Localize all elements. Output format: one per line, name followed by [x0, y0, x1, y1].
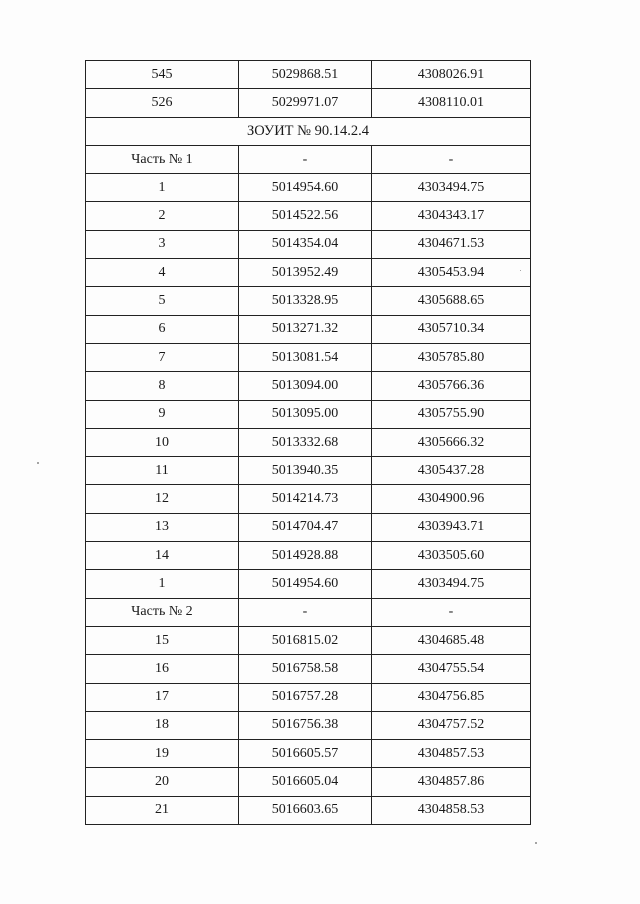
x-coordinate-cell: 5013094.00 [239, 372, 372, 400]
point-number-cell: 3 [86, 230, 239, 258]
y-coordinate-cell: 4304685.48 [372, 626, 531, 654]
y-coordinate-cell: 4305785.80 [372, 343, 531, 371]
x-coordinate-cell: 5029868.51 [239, 61, 372, 89]
y-coordinate-cell: 4304755.54 [372, 655, 531, 683]
y-coordinate-cell: 4303494.75 [372, 174, 531, 202]
x-coordinate-cell: 5013081.54 [239, 343, 372, 371]
y-coordinate-cell: 4304857.53 [372, 740, 531, 768]
section-header-row [86, 117, 531, 145]
y-coordinate-cell: 4303494.75 [372, 570, 531, 598]
scan-speck [520, 270, 521, 271]
y-coordinate-cell: 4305755.90 [372, 400, 531, 428]
table-row [86, 655, 531, 683]
table-row [86, 485, 531, 513]
point-number-cell: 526 [86, 89, 239, 117]
x-coordinate-cell: 5014704.47 [239, 513, 372, 541]
table-row [86, 230, 531, 258]
x-coordinate-cell: 5016756.38 [239, 711, 372, 739]
y-coordinate-cell: 4304900.96 [372, 485, 531, 513]
table-row [86, 343, 531, 371]
table-row [86, 570, 531, 598]
x-coordinate-cell: 5013328.95 [239, 287, 372, 315]
point-number-cell: 18 [86, 711, 239, 739]
table-row [86, 61, 531, 89]
table-row [86, 287, 531, 315]
point-number-cell: 8 [86, 372, 239, 400]
table-row [86, 89, 531, 117]
table-row [86, 711, 531, 739]
point-number-cell: 1 [86, 174, 239, 202]
table-row [86, 202, 531, 230]
y-coordinate-cell: 4304671.53 [372, 230, 531, 258]
point-number-cell: 9 [86, 400, 239, 428]
coordinates-table [85, 60, 531, 825]
y-coordinate-cell: 4304858.53 [372, 796, 531, 824]
table-row [86, 400, 531, 428]
x-coordinate-cell: 5014522.56 [239, 202, 372, 230]
y-coordinate-cell: 4305766.36 [372, 372, 531, 400]
table-row [86, 796, 531, 824]
point-number-cell: 15 [86, 626, 239, 654]
point-number-cell: 21 [86, 796, 239, 824]
point-number-cell: 13 [86, 513, 239, 541]
point-number-cell: 1 [86, 570, 239, 598]
x-coordinate-cell: 5016603.65 [239, 796, 372, 824]
x-coordinate-cell: 5016758.58 [239, 655, 372, 683]
y-coordinate-cell: 4305666.32 [372, 428, 531, 456]
point-number-cell: 6 [86, 315, 239, 343]
table-row [86, 513, 531, 541]
y-coordinate-cell: 4304343.17 [372, 202, 531, 230]
y-coordinate-cell: 4308110.01 [372, 89, 531, 117]
x-coordinate-cell: 5014954.60 [239, 174, 372, 202]
y-coordinate-cell: - [372, 145, 531, 173]
table-row [86, 315, 531, 343]
point-number-cell: 12 [86, 485, 239, 513]
table-row [86, 740, 531, 768]
point-number-cell: 2 [86, 202, 239, 230]
point-number-cell: 19 [86, 740, 239, 768]
scan-speck [37, 462, 39, 464]
point-number-cell: 20 [86, 768, 239, 796]
y-coordinate-cell: 4304857.86 [372, 768, 531, 796]
x-coordinate-cell: 5014354.04 [239, 230, 372, 258]
point-number-cell: 7 [86, 343, 239, 371]
x-coordinate-cell: - [239, 598, 372, 626]
y-coordinate-cell: - [372, 598, 531, 626]
table-row [86, 683, 531, 711]
scan-speck [535, 842, 537, 844]
x-coordinate-cell: 5016815.02 [239, 626, 372, 654]
x-coordinate-cell: 5014928.88 [239, 542, 372, 570]
y-coordinate-cell: 4304757.52 [372, 711, 531, 739]
table-row [86, 174, 531, 202]
x-coordinate-cell: 5013952.49 [239, 259, 372, 287]
point-number-cell: 17 [86, 683, 239, 711]
table-row [86, 428, 531, 456]
y-coordinate-cell: 4305688.65 [372, 287, 531, 315]
section-title: ЗОУИТ № 90.14.2.4 [86, 117, 531, 145]
y-coordinate-cell: 4303505.60 [372, 542, 531, 570]
y-coordinate-cell: 4305453.94 [372, 259, 531, 287]
x-coordinate-cell: 5014214.73 [239, 485, 372, 513]
point-number-cell: 11 [86, 457, 239, 485]
y-coordinate-cell: 4305710.34 [372, 315, 531, 343]
y-coordinate-cell: 4308026.91 [372, 61, 531, 89]
point-number-cell: 14 [86, 542, 239, 570]
table-row [86, 542, 531, 570]
table-row [86, 259, 531, 287]
table-row [86, 768, 531, 796]
x-coordinate-cell: 5013095.00 [239, 400, 372, 428]
table-row [86, 145, 531, 173]
x-coordinate-cell: 5016605.04 [239, 768, 372, 796]
table-row [86, 626, 531, 654]
x-coordinate-cell: 5013271.32 [239, 315, 372, 343]
table-row [86, 598, 531, 626]
y-coordinate-cell: 4304756.85 [372, 683, 531, 711]
point-number-cell: 16 [86, 655, 239, 683]
point-number-cell: 545 [86, 61, 239, 89]
x-coordinate-cell: 5016605.57 [239, 740, 372, 768]
x-coordinate-cell: 5029971.07 [239, 89, 372, 117]
point-number-cell: Часть № 1 [86, 145, 239, 173]
y-coordinate-cell: 4305437.28 [372, 457, 531, 485]
x-coordinate-cell: 5013332.68 [239, 428, 372, 456]
table-row [86, 457, 531, 485]
x-coordinate-cell: 5013940.35 [239, 457, 372, 485]
point-number-cell: 10 [86, 428, 239, 456]
coordinates-table-body [86, 61, 531, 825]
y-coordinate-cell: 4303943.71 [372, 513, 531, 541]
point-number-cell: 4 [86, 259, 239, 287]
x-coordinate-cell: 5014954.60 [239, 570, 372, 598]
x-coordinate-cell: - [239, 145, 372, 173]
x-coordinate-cell: 5016757.28 [239, 683, 372, 711]
point-number-cell: 5 [86, 287, 239, 315]
table-row [86, 372, 531, 400]
point-number-cell: Часть № 2 [86, 598, 239, 626]
